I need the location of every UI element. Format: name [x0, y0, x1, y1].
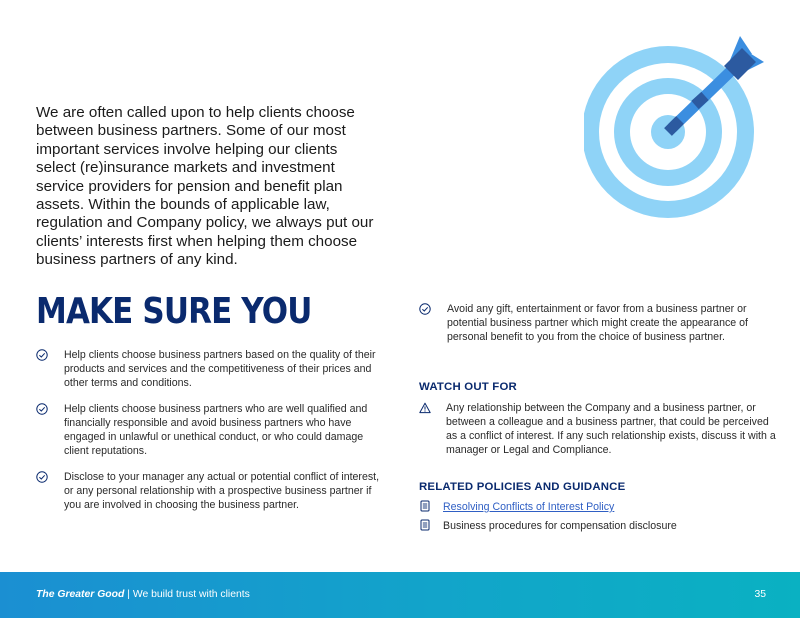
check-circle-icon [419, 303, 431, 315]
page-footer [0, 572, 800, 618]
warning-icon [419, 402, 431, 414]
watch-out-item-text: Any relationship between the Company and a business partner, or between a colleague and a business partner, that could be perceived as a conflict of interest. If any such relationship exists, discuss it with a manager or Legal and Compliance. [446, 402, 776, 456]
make-sure-item-text: Help clients choose business partners based on the quality of their products and services and the competitiveness of their prices and other terms and conditions. [64, 349, 376, 389]
make-sure-item-text: Help clients choose business partners who are well qualified and financially responsible and avoid business partners who have engaged in unlawful or unethical conduct, or who could damage client reputations. [64, 403, 368, 457]
footer-title: The Greater Good [36, 589, 125, 600]
make-sure-list [36, 348, 381, 512]
make-sure-item [36, 348, 381, 390]
make-sure-item [36, 470, 381, 512]
related-policies-list [419, 500, 779, 538]
make-sure-list-continued [419, 302, 779, 344]
intro-paragraph: We are often called upon to help clients choose between business partners. Some of our most important services involve helping our clients select (re)insurance markets and investment service providers for pension and benefit plan assets. Within the bounds of applicable law, regulation and Company policy, we always put our clients’ interests first when helping them choose business partners of any kind. [36, 104, 374, 269]
make-sure-item [36, 402, 381, 458]
check-circle-icon [36, 403, 48, 415]
make-sure-item-text: Avoid any gift, entertainment or favor from a business partner or potential business partner which might create the appearance of personal benefit to you from the choice of business partner. [447, 303, 748, 343]
watch-out-heading: WATCH OUT FOR [419, 381, 517, 393]
make-sure-item-text: Disclose to your manager any actual or potential conflict of interest, or any personal relationship with a prospective business partner if you are involved in choosing the business partner. [64, 471, 380, 511]
page-number: 35 [754, 589, 766, 600]
footer-tagline: We build trust with clients [132, 589, 250, 600]
make-sure-heading: MAKE SURE YOU [36, 291, 312, 332]
related-policy-item [419, 500, 779, 514]
watch-out-list [419, 401, 779, 457]
check-circle-icon [36, 349, 48, 361]
conflicts-of-interest-policy-link[interactable]: Resolving Conflicts of Interest Policy [443, 501, 615, 513]
check-circle-icon [36, 471, 48, 483]
footer-caption [36, 589, 250, 600]
make-sure-item [419, 302, 779, 344]
related-policy-item [419, 519, 779, 533]
target-with-dart-icon [584, 30, 770, 220]
related-policy-label: Business procedures for compensation disclosure [443, 520, 677, 532]
watch-out-item [419, 401, 779, 457]
related-policies-heading: RELATED POLICIES AND GUIDANCE [419, 481, 626, 493]
document-icon [419, 519, 431, 531]
footer-separator: | [127, 589, 130, 600]
document-icon [419, 500, 431, 512]
